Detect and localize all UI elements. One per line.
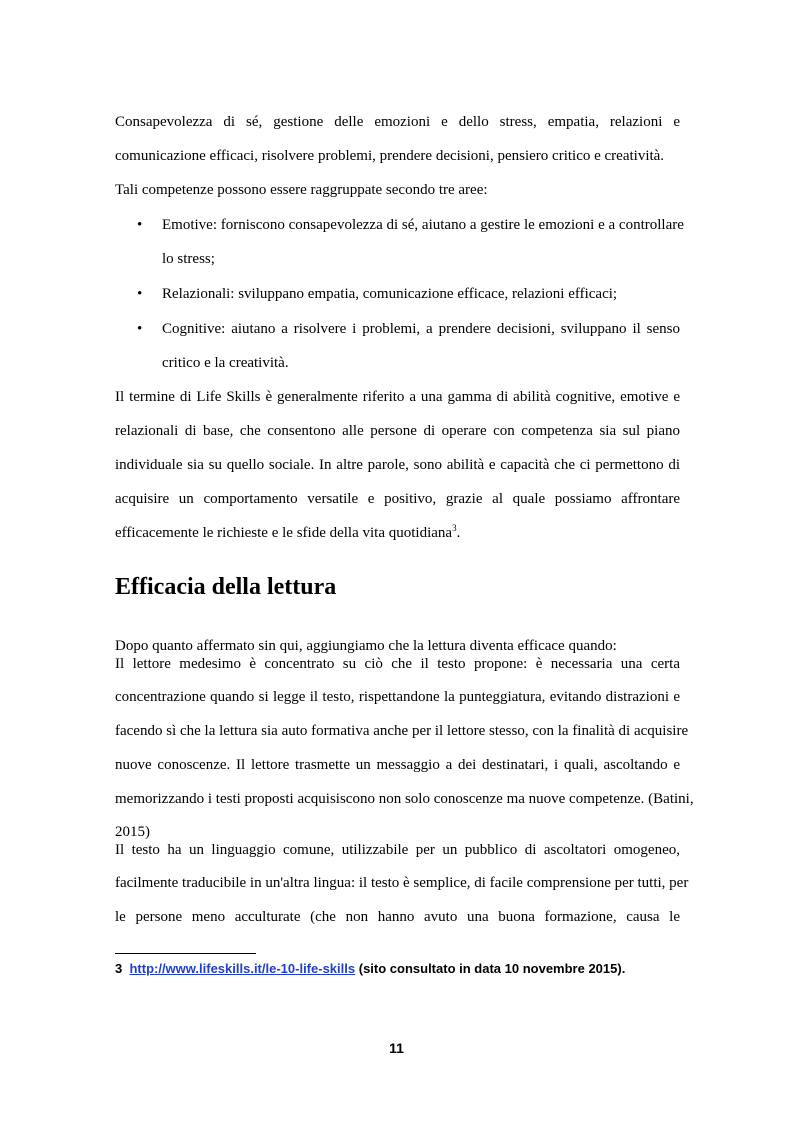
bullet-line: Relazionali: sviluppano empatia, comunicazione efficace, relazioni efficaci; xyxy=(162,286,618,302)
efficacy-section xyxy=(115,637,680,673)
paragraph-line: Il lettore medesimo è concentrato su ciò che il testo propone: è necessaria una certa xyxy=(115,656,680,672)
paragraph-line: Il termine di Life Skills è generalmente riferito a una gamma di abilità cognitive, emotive e xyxy=(115,389,680,405)
bullet-icon: • xyxy=(137,321,143,337)
paragraph-line: facendo sì che la lettura sia auto formativa anche per il lettore stesso, con la finalità di acquisire xyxy=(115,723,689,739)
footnote-divider xyxy=(115,953,256,954)
paragraph-line: relazionali di base, che consentono alle persone di operare con competenza sia sul piano xyxy=(115,423,680,439)
bullet-item-emotive xyxy=(115,208,684,276)
paragraph-last-line xyxy=(115,516,680,550)
life-skills-paragraph xyxy=(115,380,680,550)
paragraph-line: acquisire un comportamento versatile e positivo, grazie al quale possiamo affrontare xyxy=(115,491,680,507)
paragraph-line: nuove conoscenze. Il lettore trasmette un messaggio a dei destinatari, i quali, ascoltando e xyxy=(115,757,680,773)
bullet-line: Emotive: forniscono consapevolezza di sé, aiutano a gestire le emozioni e a controllare xyxy=(162,217,684,233)
paragraph-line: Consapevolezza di sé, gestione delle emozioni e dello stress, empatia, relazioni e xyxy=(115,114,680,130)
paragraph-line: facilmente traducibile in un'altra lingua: il testo è semplice, di facile comprensione per tutti, per xyxy=(115,875,689,891)
paragraph-line: memorizzando i testi proposti acquisiscono non solo conoscenze ma nuove competenze. (Batini, xyxy=(115,791,694,807)
section-heading: Efficacia della lettura xyxy=(115,574,337,600)
paragraph-line: individuale sia su quello sociale. In altre parole, sono abilità e capacità che ci permettono di xyxy=(115,457,680,473)
bullet-icon: • xyxy=(137,217,143,233)
paragraph-line: comunicazione efficaci, risolvere problemi, prendere decisioni, pensiero critico e creatività. xyxy=(115,148,665,164)
bullet-icon: • xyxy=(137,286,143,302)
paragraph-line: 2015) xyxy=(115,824,150,840)
paragraph-text: efficacemente le richieste e le sfide della vita quotidiana xyxy=(115,525,453,541)
bullet-line: Cognitive: aiutano a risolvere i problemi, a prendere decisioni, sviluppano il senso xyxy=(162,321,680,337)
paragraph-line: Il testo ha un linguaggio comune, utilizzabile per un pubblico di ascoltatori omogeneo, xyxy=(115,842,680,858)
reader-paragraph xyxy=(115,680,694,816)
paragraph-line: concentrazione quando si legge il testo, rispettandone la punteggiatura, evitando distrazioni e xyxy=(115,689,680,705)
bullet-item-relazionali xyxy=(115,277,680,311)
intro-paragraph xyxy=(115,105,680,207)
text-paragraph xyxy=(115,866,689,934)
footnote-number: 3 xyxy=(115,961,123,976)
bullet-line: lo stress; xyxy=(162,251,215,267)
bullet-line: critico e la creatività. xyxy=(162,355,289,371)
areas-intro: Tali competenze possono essere raggruppate secondo tre aree: xyxy=(115,182,488,198)
footnote-reference[interactable]: 3 xyxy=(452,523,457,533)
paragraph-line: le persone meno acculturate (che non hanno avuto una buona formazione, causa le xyxy=(115,909,680,925)
footnote-link[interactable]: http://www.lifeskills.it/le-10-life-skills xyxy=(129,961,356,976)
efficacy-intro: Dopo quanto affermato sin qui, aggiungiamo che la lettura diventa efficace quando: xyxy=(115,638,617,654)
bullet-item-cognitive xyxy=(115,312,680,380)
footnote-note: (sito consultato in data 10 novembre 2015). xyxy=(358,961,626,976)
page-number: 11 xyxy=(389,1040,404,1056)
paragraph-text: . xyxy=(456,525,461,541)
reader-paragraph-end xyxy=(115,823,680,859)
footnote xyxy=(115,961,625,976)
